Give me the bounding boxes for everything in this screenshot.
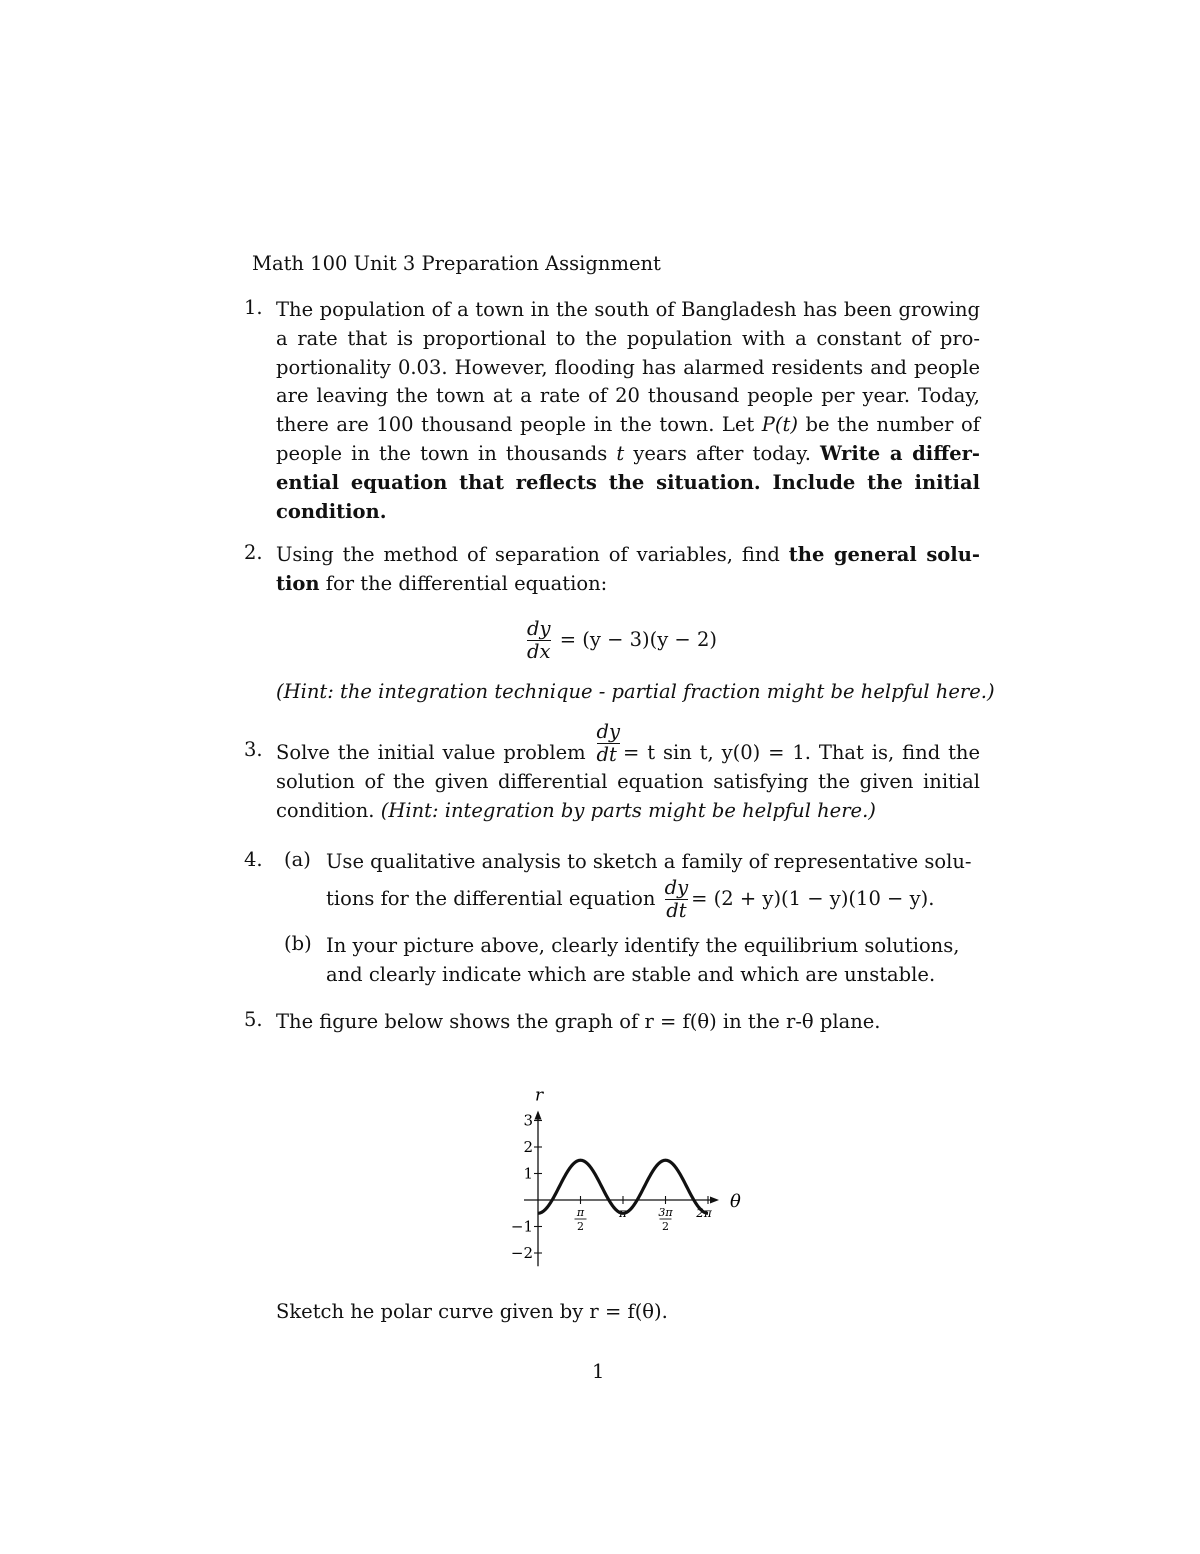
question-1: [244, 296, 980, 526]
q2-text: Using the method of separation of variables, find: [276, 543, 789, 566]
question-number: 5.: [244, 1008, 263, 1031]
q1-line: are leaving the town at a rate of 20 thousand people per year. Today,: [276, 384, 980, 408]
question-4b: [284, 932, 984, 990]
q3-line: solution of the given differential equation satisfying the given initial: [276, 770, 980, 793]
q1-line: [276, 411, 980, 440]
q3-text: Solve the initial value problem: [276, 741, 594, 764]
q3-line: [276, 720, 981, 768]
r-theta-graph: [490, 1080, 760, 1270]
q2-equation: [524, 618, 717, 663]
x-tick-label: π: [619, 1206, 627, 1220]
question-2: [244, 541, 980, 599]
x-tick-label-numerator: π: [576, 1206, 585, 1219]
page-title: Math 100 Unit 3 Preparation Assignment: [252, 252, 661, 275]
q1-line: [276, 440, 980, 469]
q4a-line: Use qualitative analysis to sketch a family of representative solu-: [326, 850, 972, 873]
q1-text: people in the town in thousands: [276, 441, 617, 465]
question-number: 2.: [244, 541, 263, 564]
q2-bold-text: tion: [276, 571, 320, 595]
q1-bold-text: Write a differ-: [820, 441, 980, 465]
q1-line: [276, 469, 980, 498]
q5-sketch-instruction: Sketch he polar curve given by r = f(θ).: [276, 1300, 668, 1323]
question-number: 4.: [244, 848, 263, 871]
y-tick-label: 3: [523, 1111, 533, 1130]
question-5: [244, 1008, 980, 1037]
q1-math-pt: P(t): [761, 413, 798, 437]
q1-text: there are 100 thousand people in the town. Let: [276, 413, 762, 437]
page-number: 1: [592, 1360, 605, 1383]
q2-line: [276, 541, 980, 570]
q1-math-t: t: [616, 441, 625, 465]
x-axis-label: θ: [730, 1191, 741, 1212]
fraction-denominator: dx: [527, 640, 551, 663]
y-axis-label: r: [535, 1085, 544, 1106]
q4b-line: In your picture above, clearly identify the equilibrium solutions,: [326, 934, 960, 957]
q1-bold-text: ential equation that reflects the situation. Include the initial: [276, 470, 980, 494]
x-tick-label-denominator: 2: [577, 1220, 584, 1233]
dy-dx-fraction: [527, 618, 551, 663]
x-tick-label-numerator: 3π: [658, 1206, 673, 1219]
question-number: 1.: [244, 296, 263, 319]
q2-bold-text: the general solu-: [788, 543, 980, 566]
question-3: [244, 720, 981, 826]
x-axis-arrow: [710, 1197, 719, 1204]
y-tick-label: 1: [523, 1164, 533, 1183]
y-tick-label: −1: [510, 1217, 533, 1236]
x-tick-label: 2π: [696, 1206, 712, 1220]
dy-dt-fraction: [665, 877, 689, 922]
q5-text: The figure below shows the graph of r = f(θ) in the r-θ plane.: [276, 1010, 881, 1033]
q4b-line: and clearly indicate which are stable and which are unstable.: [326, 962, 936, 986]
graph-axes: [511, 1086, 741, 1267]
subquestion-label: (a): [284, 848, 311, 871]
q2-text: for the differential equation:: [319, 571, 608, 595]
question-number: 3.: [244, 738, 263, 761]
y-tick-label: −2: [510, 1244, 533, 1262]
fraction-denominator: dt: [597, 743, 621, 766]
q1-line: The population of a town in the south of Bangladesh has been growing: [276, 298, 980, 321]
q1-line: [276, 498, 980, 527]
q1-text: years after today.: [624, 441, 821, 465]
x-tick-label-denominator: 2: [662, 1220, 669, 1233]
q1-line: portionality 0.03. However, flooding has alarmed residents and people: [276, 355, 980, 379]
q1-line: a rate that is proportional to the population with a constant of pro-: [276, 326, 980, 350]
q2-line: [276, 570, 980, 599]
fraction-denominator: dt: [666, 898, 687, 922]
q3-text: = t sin t, y(0) = 1. That is, find the: [623, 741, 981, 764]
subquestion-label: (b): [284, 932, 312, 955]
y-axis-arrow: [535, 1111, 542, 1120]
q3-line: [276, 797, 980, 826]
dy-dt-fraction: [597, 721, 621, 766]
q1-text: be the number of: [797, 413, 980, 437]
equation-rhs: = (y − 3)(y − 2): [559, 628, 717, 651]
q4a-line: [326, 877, 984, 922]
fraction-numerator: dy: [664, 875, 689, 899]
fraction-numerator: dy: [596, 720, 621, 743]
q4a-text: tions for the differential equation: [326, 886, 662, 910]
q2-hint: (Hint: the integration technique - partial fraction might be helpful here.): [276, 680, 995, 703]
y-tick-label: 2: [523, 1138, 533, 1156]
q1-bold-text: condition.: [276, 499, 387, 523]
q4a-text: = (2 + y)(1 − y)(10 − y).: [691, 886, 935, 910]
q3-text: condition.: [276, 798, 381, 822]
question-4a: [284, 848, 984, 922]
fraction-numerator: dy: [527, 617, 551, 640]
q3-hint: (Hint: integration by parts might be helpful here.): [380, 798, 876, 822]
